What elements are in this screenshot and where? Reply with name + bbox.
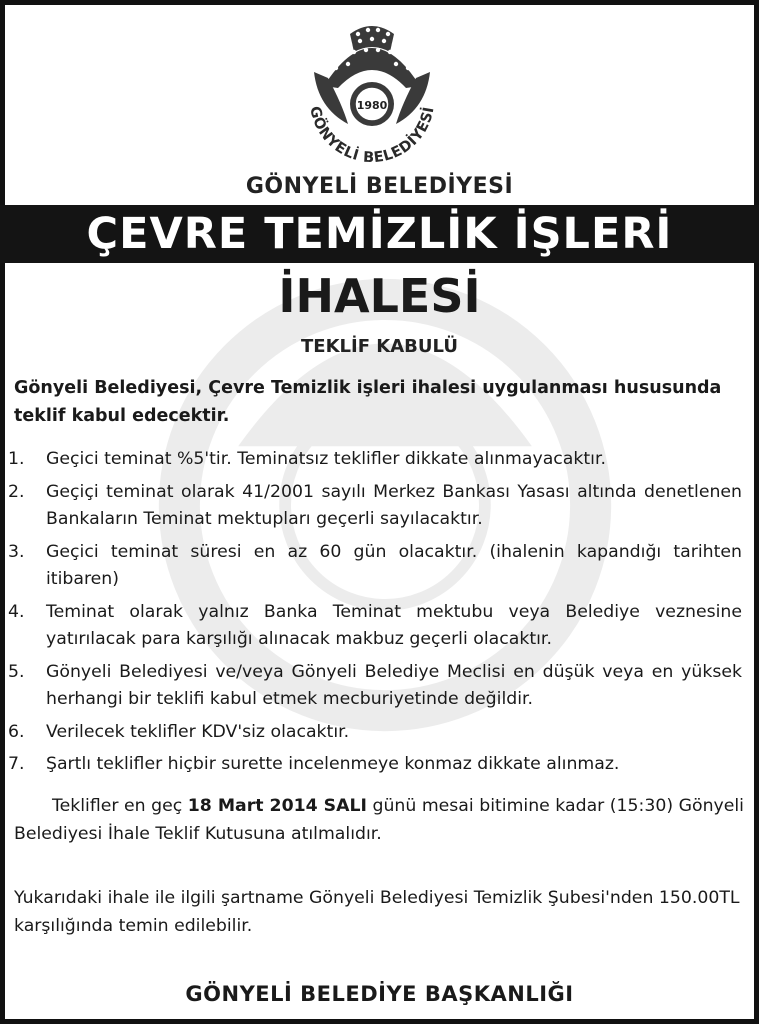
item-number: 7. — [8, 754, 25, 774]
item-text: Geçici teminat %5'tir. Teminatsız teklifler dikkate alınmayacaktır. — [46, 449, 606, 469]
logo-year: 1980 — [356, 99, 388, 112]
list-item — [8, 599, 742, 654]
item-number: 4. — [8, 601, 25, 622]
item-number: 5. — [8, 661, 25, 682]
deadline-paragraph — [14, 792, 744, 848]
logo-emblem-icon — [288, 12, 456, 177]
list-item — [8, 719, 742, 747]
item-number: 6. — [8, 721, 25, 742]
conditions-list — [8, 446, 742, 784]
specification-paragraph: Yukarıdaki ihale ile ilgili şartname Gönyeli Belediyesi Temizlik Şubesi'nden 150.00TL karşılığında temin edilebilir. — [14, 888, 740, 936]
deadline-date: 18 Mart 2014 SALI — [187, 796, 367, 816]
list-item — [8, 479, 742, 534]
item-text: Gönyeli Belediyesi ve/veya Gönyeli Belediye Meclisi en düşük veya en yüksek herhangi bir teklifi kabul etmek mecburiyetinde değildir. — [46, 661, 742, 709]
main-title: İHALESİ — [278, 269, 481, 323]
logo-ring-text: GÖNYELİ BELEDİYESİ — [306, 104, 438, 167]
item-number: 1. — [8, 449, 25, 469]
municipality-logo — [288, 12, 456, 177]
intro-paragraph: Gönyeli Belediyesi, Çevre Temizlik işleri ihalesi uygulanması hususunda teklif kabul edecektir. — [14, 378, 722, 426]
deadline-before: Teklifler en geç — [52, 796, 188, 816]
list-item — [8, 659, 742, 714]
subtitle: TEKLİF KABULÜ — [301, 336, 458, 357]
deadline-after: günü mesai bitimine kadar (15:30) Gönyeli Belediyesi İhale Teklif Kutusuna atılmalıdır. — [14, 796, 744, 844]
item-text: Geçici teminat süresi en az 60 gün olacaktır. (ihalenin kapandığı tarihten itibaren) — [46, 541, 742, 589]
banner-title: ÇEVRE TEMİZLİK İŞLERİ — [86, 209, 673, 259]
list-item — [8, 751, 742, 779]
list-item — [8, 446, 742, 474]
item-number: 3. — [8, 541, 25, 562]
item-number: 2. — [8, 481, 25, 502]
footer-signature: GÖNYELİ BELEDİYE BAŞKANLIĞI — [185, 982, 574, 1006]
list-item — [8, 539, 742, 594]
item-text: Teminat olarak yalnız Banka Teminat mektubu veya Belediye veznesine yatırılacak para karşılığı alınacak makbuz geçerli olacaktır. — [46, 601, 742, 649]
item-text: Geçiçi teminat olarak 41/2001 sayılı Merkez Bankası Yasası altında denetlenen Bankaların Teminat mektupları geçerli sayılacaktır. — [46, 481, 742, 529]
item-text: Verilecek teklifler KDV'siz olacaktır. — [46, 721, 350, 742]
organization-title: GÖNYELİ BELEDİYESİ — [245, 174, 514, 199]
item-text: Şartlı teklifler hiçbir surette incelenmeye konmaz dikkate alınmaz. — [46, 754, 620, 774]
